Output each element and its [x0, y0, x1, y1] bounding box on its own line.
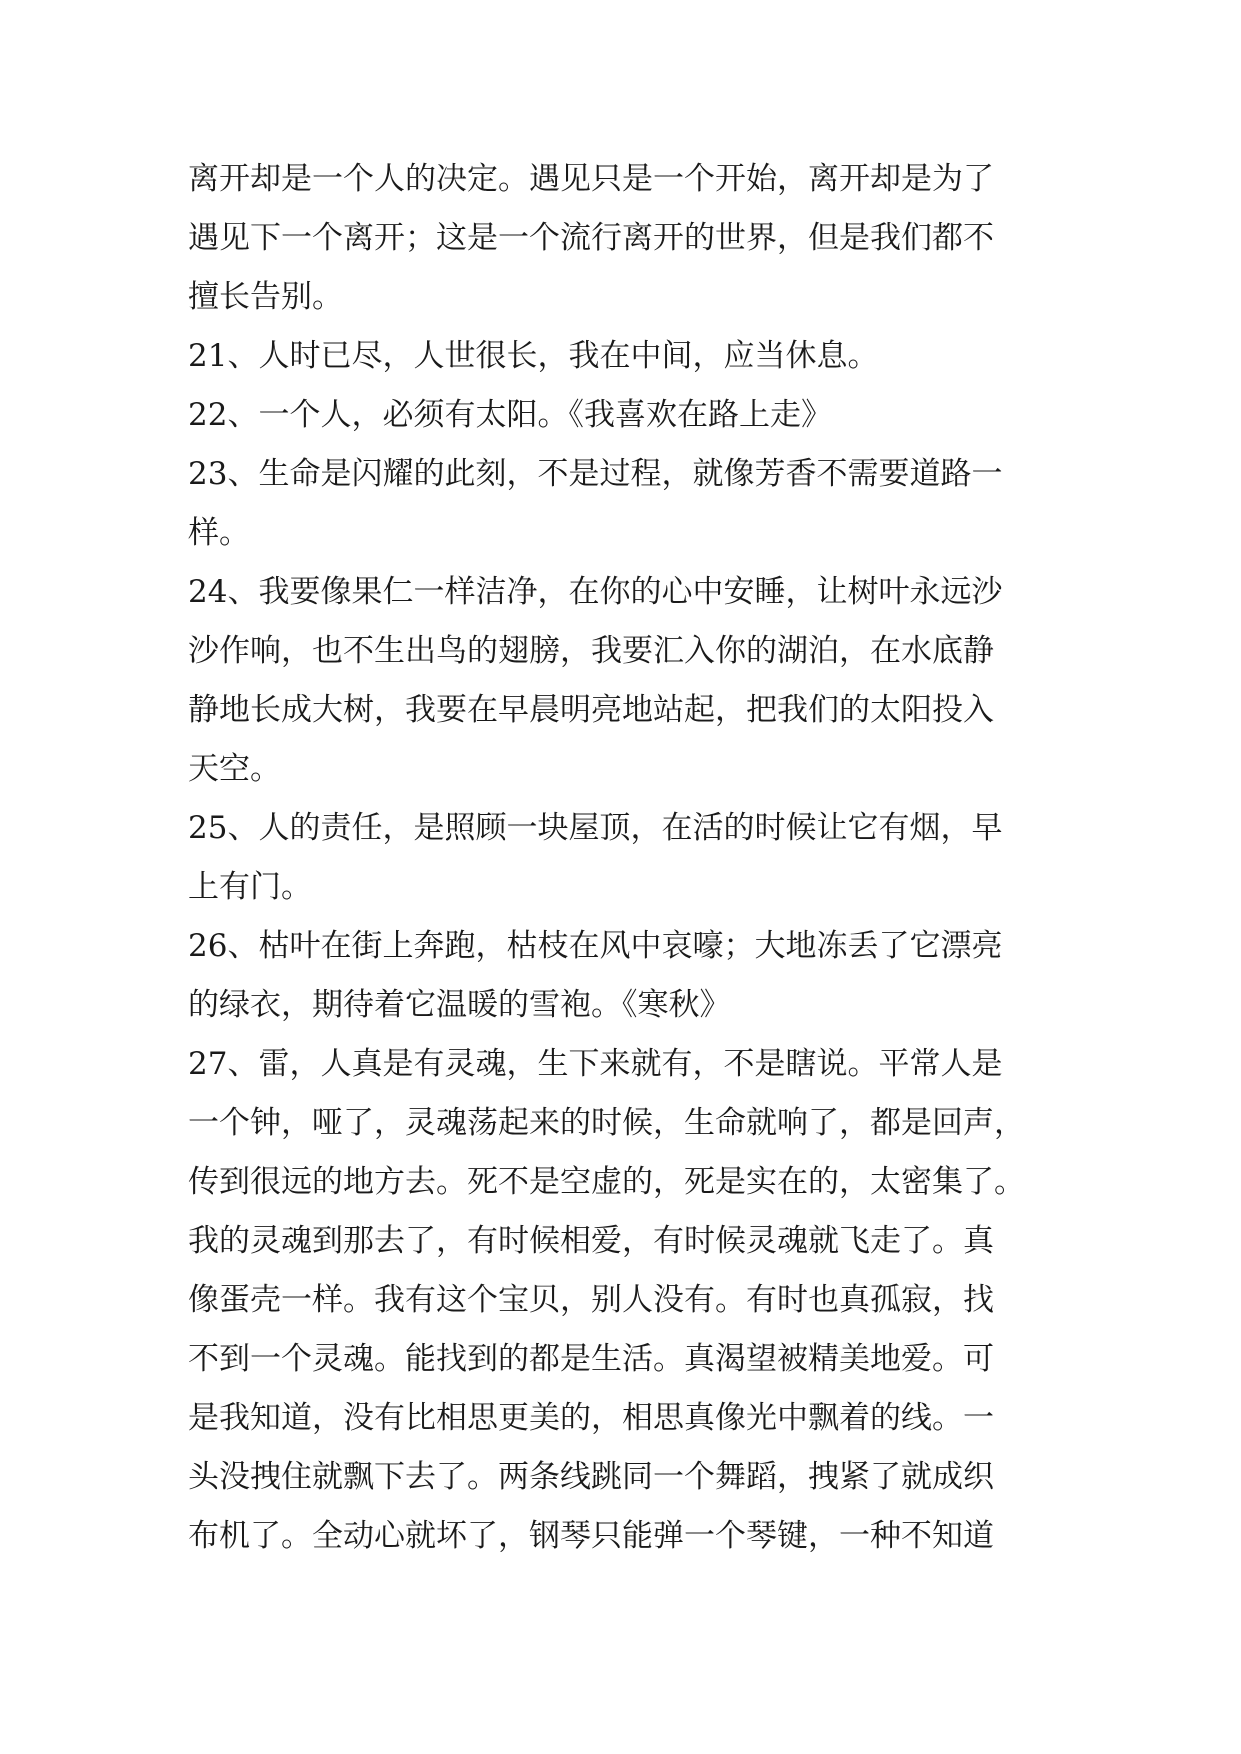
text-line: 我的灵魂到那去了，有时候相爱，有时候灵魂就飞走了。真 — [188, 1223, 994, 1259]
text-line: 23、生命是闪耀的此刻，不是过程，就像芳香不需要道路一 — [188, 456, 1003, 492]
text-line: 布机了。全动心就坏了，钢琴只能弹一个琴键，一种不知道 — [188, 1518, 994, 1554]
text-line: 21、人时已尽，人世很长，我在中间，应当休息。 — [188, 338, 879, 374]
text-line: 离开却是一个人的决定。遇见只是一个开始，离开却是为了 — [188, 161, 994, 197]
text-line: 25、人的责任，是照顾一块屋顶，在活的时候让它有烟，早 — [188, 810, 1003, 846]
text-line: 22、一个人，必须有太阳。《我喜欢在路上走》 — [188, 397, 832, 433]
text-line: 的绿衣，期待着它温暖的雪袍。《寒秋》 — [188, 987, 731, 1023]
text-line: 头没拽住就飘下去了。两条线跳同一个舞蹈，拽紧了就成织 — [188, 1459, 994, 1495]
text-line: 样。 — [188, 515, 250, 551]
text-line: 天空。 — [188, 751, 281, 787]
text-line: 24、我要像果仁一样洁净，在你的心中安睡，让树叶永远沙 — [188, 574, 1003, 610]
text-line: 不到一个灵魂。能找到的都是生活。真渴望被精美地爱。可 — [188, 1341, 994, 1377]
text-line: 沙作响，也不生出鸟的翅膀，我要汇入你的湖泊，在水底静 — [188, 633, 994, 669]
text-line: 一个钟，哑了，灵魂荡起来的时候，生命就响了，都是回声， — [188, 1105, 1025, 1141]
text-line: 传到很远的地方去。死不是空虚的，死是实在的，太密集了。 — [188, 1164, 1025, 1200]
text-line: 26、枯叶在街上奔跑，枯枝在风中哀嚎；大地冻丢了它漂亮 — [188, 928, 1003, 964]
text-line: 静地长成大树，我要在早晨明亮地站起，把我们的太阳投入 — [188, 692, 994, 728]
text-line: 27、雷，人真是有灵魂，生下来就有，不是瞎说。平常人是 — [188, 1046, 1003, 1082]
text-line: 是我知道，没有比相思更美的，相思真像光中飘着的线。一 — [188, 1400, 994, 1436]
text-line: 像蛋壳一样。我有这个宝贝，别人没有。有时也真孤寂，找 — [188, 1282, 994, 1318]
text-line: 遇见下一个离开；这是一个流行离开的世界，但是我们都不 — [188, 220, 994, 256]
document-body — [188, 150, 1052, 1566]
text-line: 擅长告别。 — [188, 279, 343, 315]
text-line: 上有门。 — [188, 869, 312, 905]
